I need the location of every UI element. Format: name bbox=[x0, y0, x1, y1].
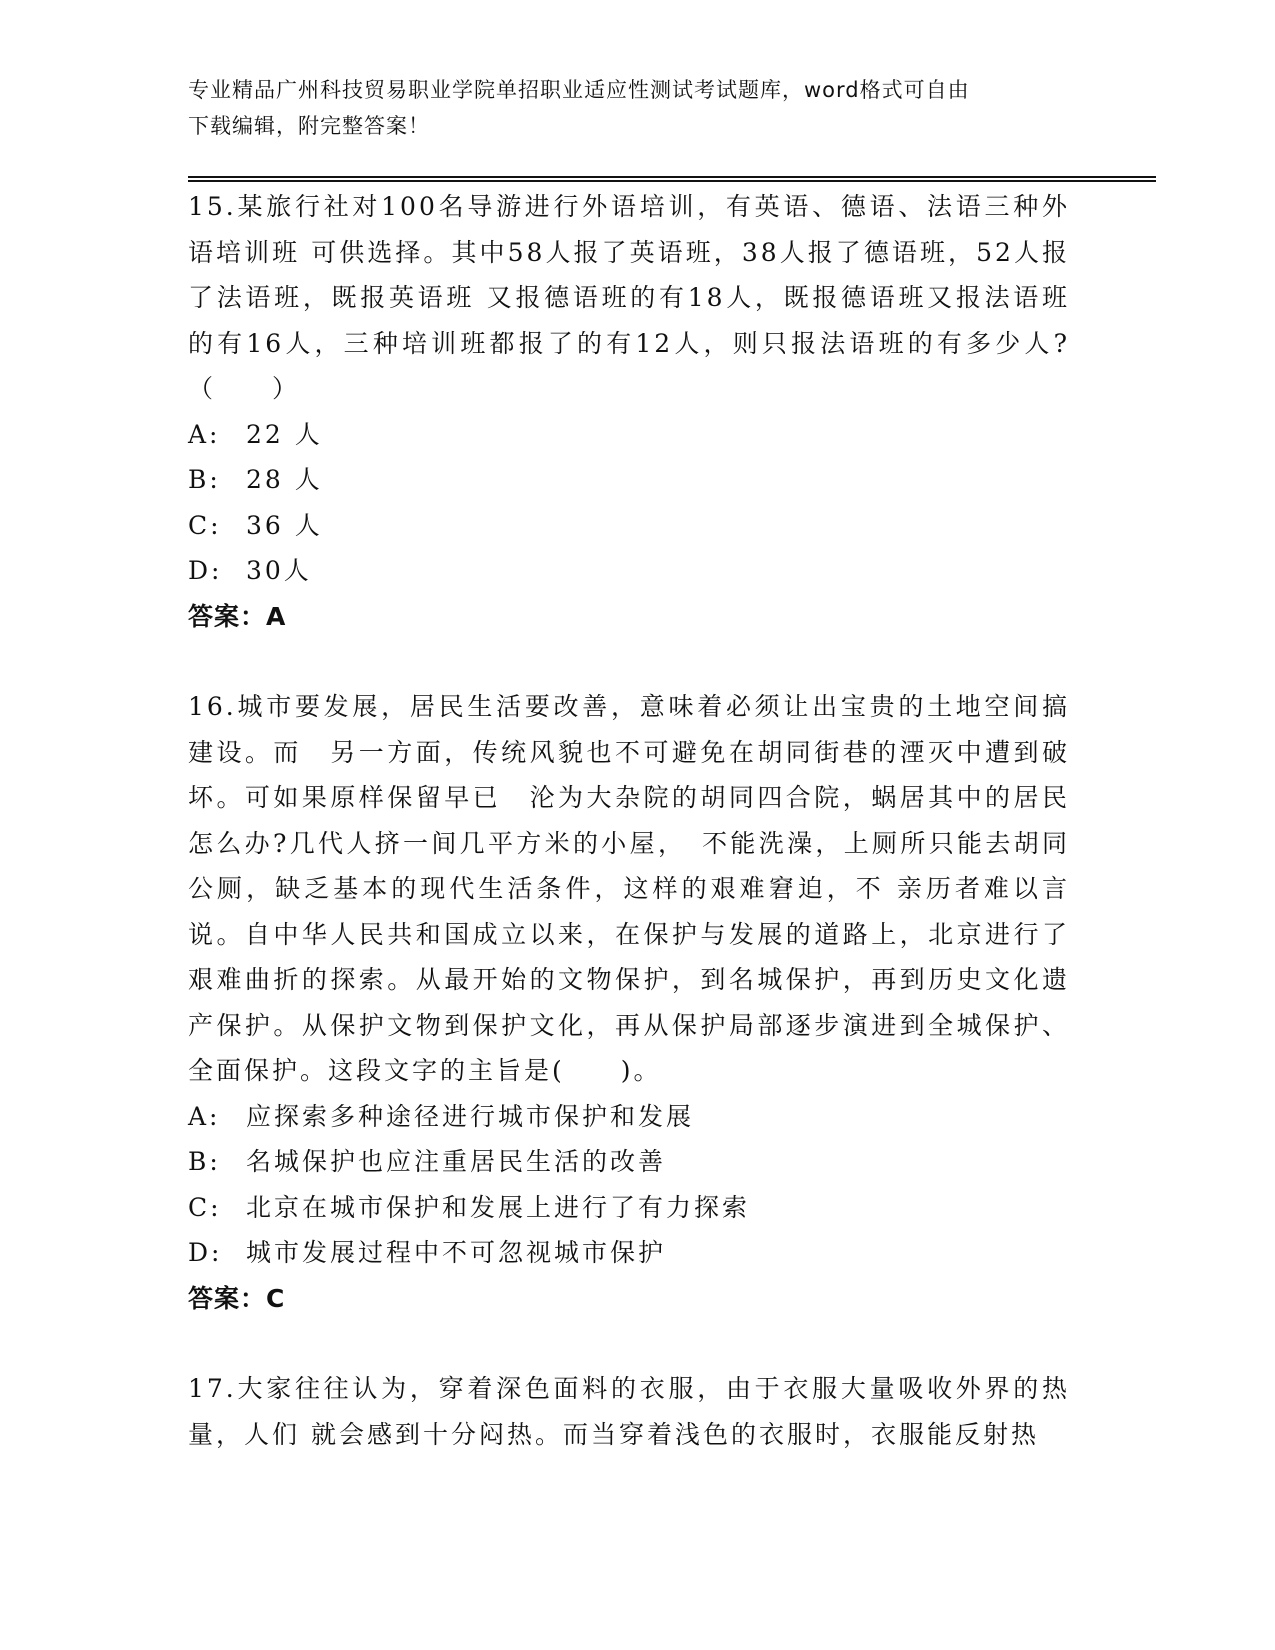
option-key: D: bbox=[188, 556, 223, 585]
option-key: B: bbox=[188, 465, 221, 494]
question-list bbox=[188, 184, 1070, 1457]
page-header bbox=[188, 72, 1070, 144]
option-a bbox=[188, 412, 1070, 458]
option-key: D: bbox=[188, 1238, 223, 1267]
option-text: 城市发展过程中不可忽视城市保护 bbox=[246, 1238, 667, 1267]
header-line-1: 专业精品广州科技贸易职业学院单招职业适应性测试考试题库，word格式可自由 bbox=[188, 78, 970, 102]
option-text: 30人 bbox=[246, 556, 312, 585]
header-line-2: 下载编辑，附完整答案！ bbox=[188, 114, 430, 138]
option-text: 22 人 bbox=[246, 419, 323, 449]
option-text: 北京在城市保护和发展上进行了有力探索 bbox=[246, 1192, 751, 1222]
option-a bbox=[188, 1094, 1070, 1140]
question-text: 17.大家往往认为，穿着深色面料的衣服，由于衣服大量吸收外界的热量，人们 就会感到十分闷热。而当穿着浅色的衣服时，衣服能反射热 bbox=[188, 1374, 1070, 1449]
question-spacer bbox=[188, 1321, 1070, 1366]
option-b bbox=[188, 1139, 1070, 1185]
option-text: 28 人 bbox=[246, 465, 323, 494]
question-15 bbox=[188, 184, 1070, 639]
answer-line: 答案：A bbox=[188, 601, 287, 631]
option-b bbox=[188, 457, 1070, 503]
question-16 bbox=[188, 684, 1070, 1321]
option-d bbox=[188, 548, 1070, 594]
option-text: 名城保护也应注重居民生活的改善 bbox=[246, 1147, 667, 1176]
question-spacer bbox=[188, 639, 1070, 684]
document-page bbox=[188, 72, 1070, 1457]
option-text: 应探索多种途径进行城市保护和发展 bbox=[246, 1101, 695, 1131]
option-c bbox=[188, 1185, 1070, 1231]
option-key: C: bbox=[188, 1192, 222, 1222]
question-text: 15.某旅行社对100名导游进行外语培训，有英语、德语、法语三种外语培训班 可供选择。其中58人报了英语班，38人报了德语班，52人报了法语班，既报英语班 又报德语班的有18人，既报德语班又报法语班的有16人，三种培训班都报了的有12人，则只报法语班的有多少人?（ ） bbox=[188, 192, 1070, 403]
header-divider bbox=[188, 176, 1156, 178]
option-key: C: bbox=[188, 510, 222, 540]
question-text: 16.城市要发展，居民生活要改善，意味着必须让出宝贵的土地空间搞建设。而 另一方面，传统风貌也不可避免在胡同街巷的湮灭中遭到破坏。可如果原样保留早已 沦为大杂院的胡同四合院，蜗居其中的居民怎么办?几代人挤一间几平方米的小屋， 不能洗澡，上厕所只能去胡同公厕，缺乏基本的现代生活条件，这样的艰难窘迫，不 亲历者难以言说。自中华人民共和国成立以来，在保护与发展的道路上，北京进行了 艰难曲折的探索。从最开始的文物保护，到名城保护，再到历史文化遗产保护。从保护文物到保护文化，再从保护局部逐步演进到全城保护、全面保护。这段文字的主旨是( )。 bbox=[188, 692, 1070, 1085]
option-key: A: bbox=[188, 419, 221, 449]
question-17 bbox=[188, 1366, 1070, 1457]
option-key: B: bbox=[188, 1147, 221, 1176]
option-c bbox=[188, 503, 1070, 549]
option-list bbox=[188, 412, 1070, 594]
option-d bbox=[188, 1230, 1070, 1276]
option-text: 36 人 bbox=[246, 510, 323, 540]
option-list bbox=[188, 1094, 1070, 1276]
answer-line: 答案：C bbox=[188, 1283, 286, 1313]
option-key: A: bbox=[188, 1101, 221, 1131]
